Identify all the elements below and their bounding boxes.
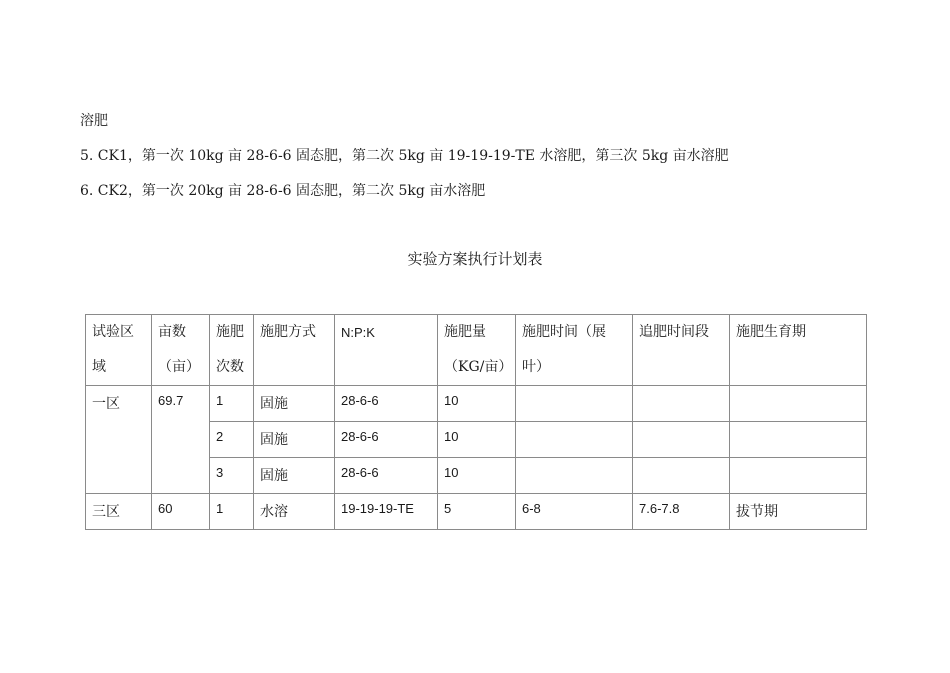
cell-zone: 三区 [86,494,152,530]
cell-time [516,458,633,494]
table-row [86,494,867,530]
cell-time [516,422,633,458]
cell-times: 2 [210,422,254,458]
paragraph-line-3: 6. CK2，第一次 20kg 亩 28-6-6 固态肥，第二次 5kg 亩水溶肥 [80,183,486,199]
cell-npk: 28-6-6 [335,458,438,494]
cell-top-period [633,458,730,494]
cell-top-period [633,422,730,458]
header-zone: 试验区域 [86,315,152,386]
cell-npk: 19-19-19-TE [335,494,438,530]
header-times: 施肥次数 [210,315,254,386]
cell-method: 固施 [254,422,335,458]
cell-amount: 10 [438,422,516,458]
header-stage: 施肥生育期 [730,315,867,386]
cell-amount: 10 [438,458,516,494]
cell-stage [730,422,867,458]
cell-time [516,386,633,422]
cell-times: 1 [210,386,254,422]
paragraph-line-1: 溶肥 [80,113,108,129]
cell-time: 6-8 [516,494,633,530]
cell-amount: 10 [438,386,516,422]
cell-top-period: 7.6-7.8 [633,494,730,530]
header-area: 亩数（亩） [152,315,210,386]
cell-stage: 拔节期 [730,494,867,530]
plan-table [85,314,867,530]
table-row [86,386,867,422]
paragraph-line-2: 5. CK1，第一次 10kg 亩 28-6-6 固态肥，第二次 5kg 亩 19-19-19-TE 水溶肥，第三次 5kg 亩水溶肥 [80,148,729,164]
cell-method: 固施 [254,386,335,422]
header-top-period: 追肥时间段 [633,315,730,386]
cell-area: 60 [152,494,210,530]
header-amount: 施肥量（KG/亩） [438,315,516,386]
table-header-row [86,315,867,386]
cell-npk: 28-6-6 [335,422,438,458]
cell-method: 固施 [254,458,335,494]
cell-area: 69.7 [152,386,210,494]
cell-amount: 5 [438,494,516,530]
cell-stage [730,458,867,494]
cell-top-period [633,386,730,422]
header-method: 施肥方式 [254,315,335,386]
cell-times: 1 [210,494,254,530]
cell-stage [730,386,867,422]
cell-method: 水溶 [254,494,335,530]
cell-times: 3 [210,458,254,494]
table-title: 实验方案执行计划表 [407,250,543,268]
header-npk: N:P:K [335,315,438,386]
cell-zone: 一区 [86,386,152,494]
cell-npk: 28-6-6 [335,386,438,422]
header-time: 施肥时间（展叶） [516,315,633,386]
